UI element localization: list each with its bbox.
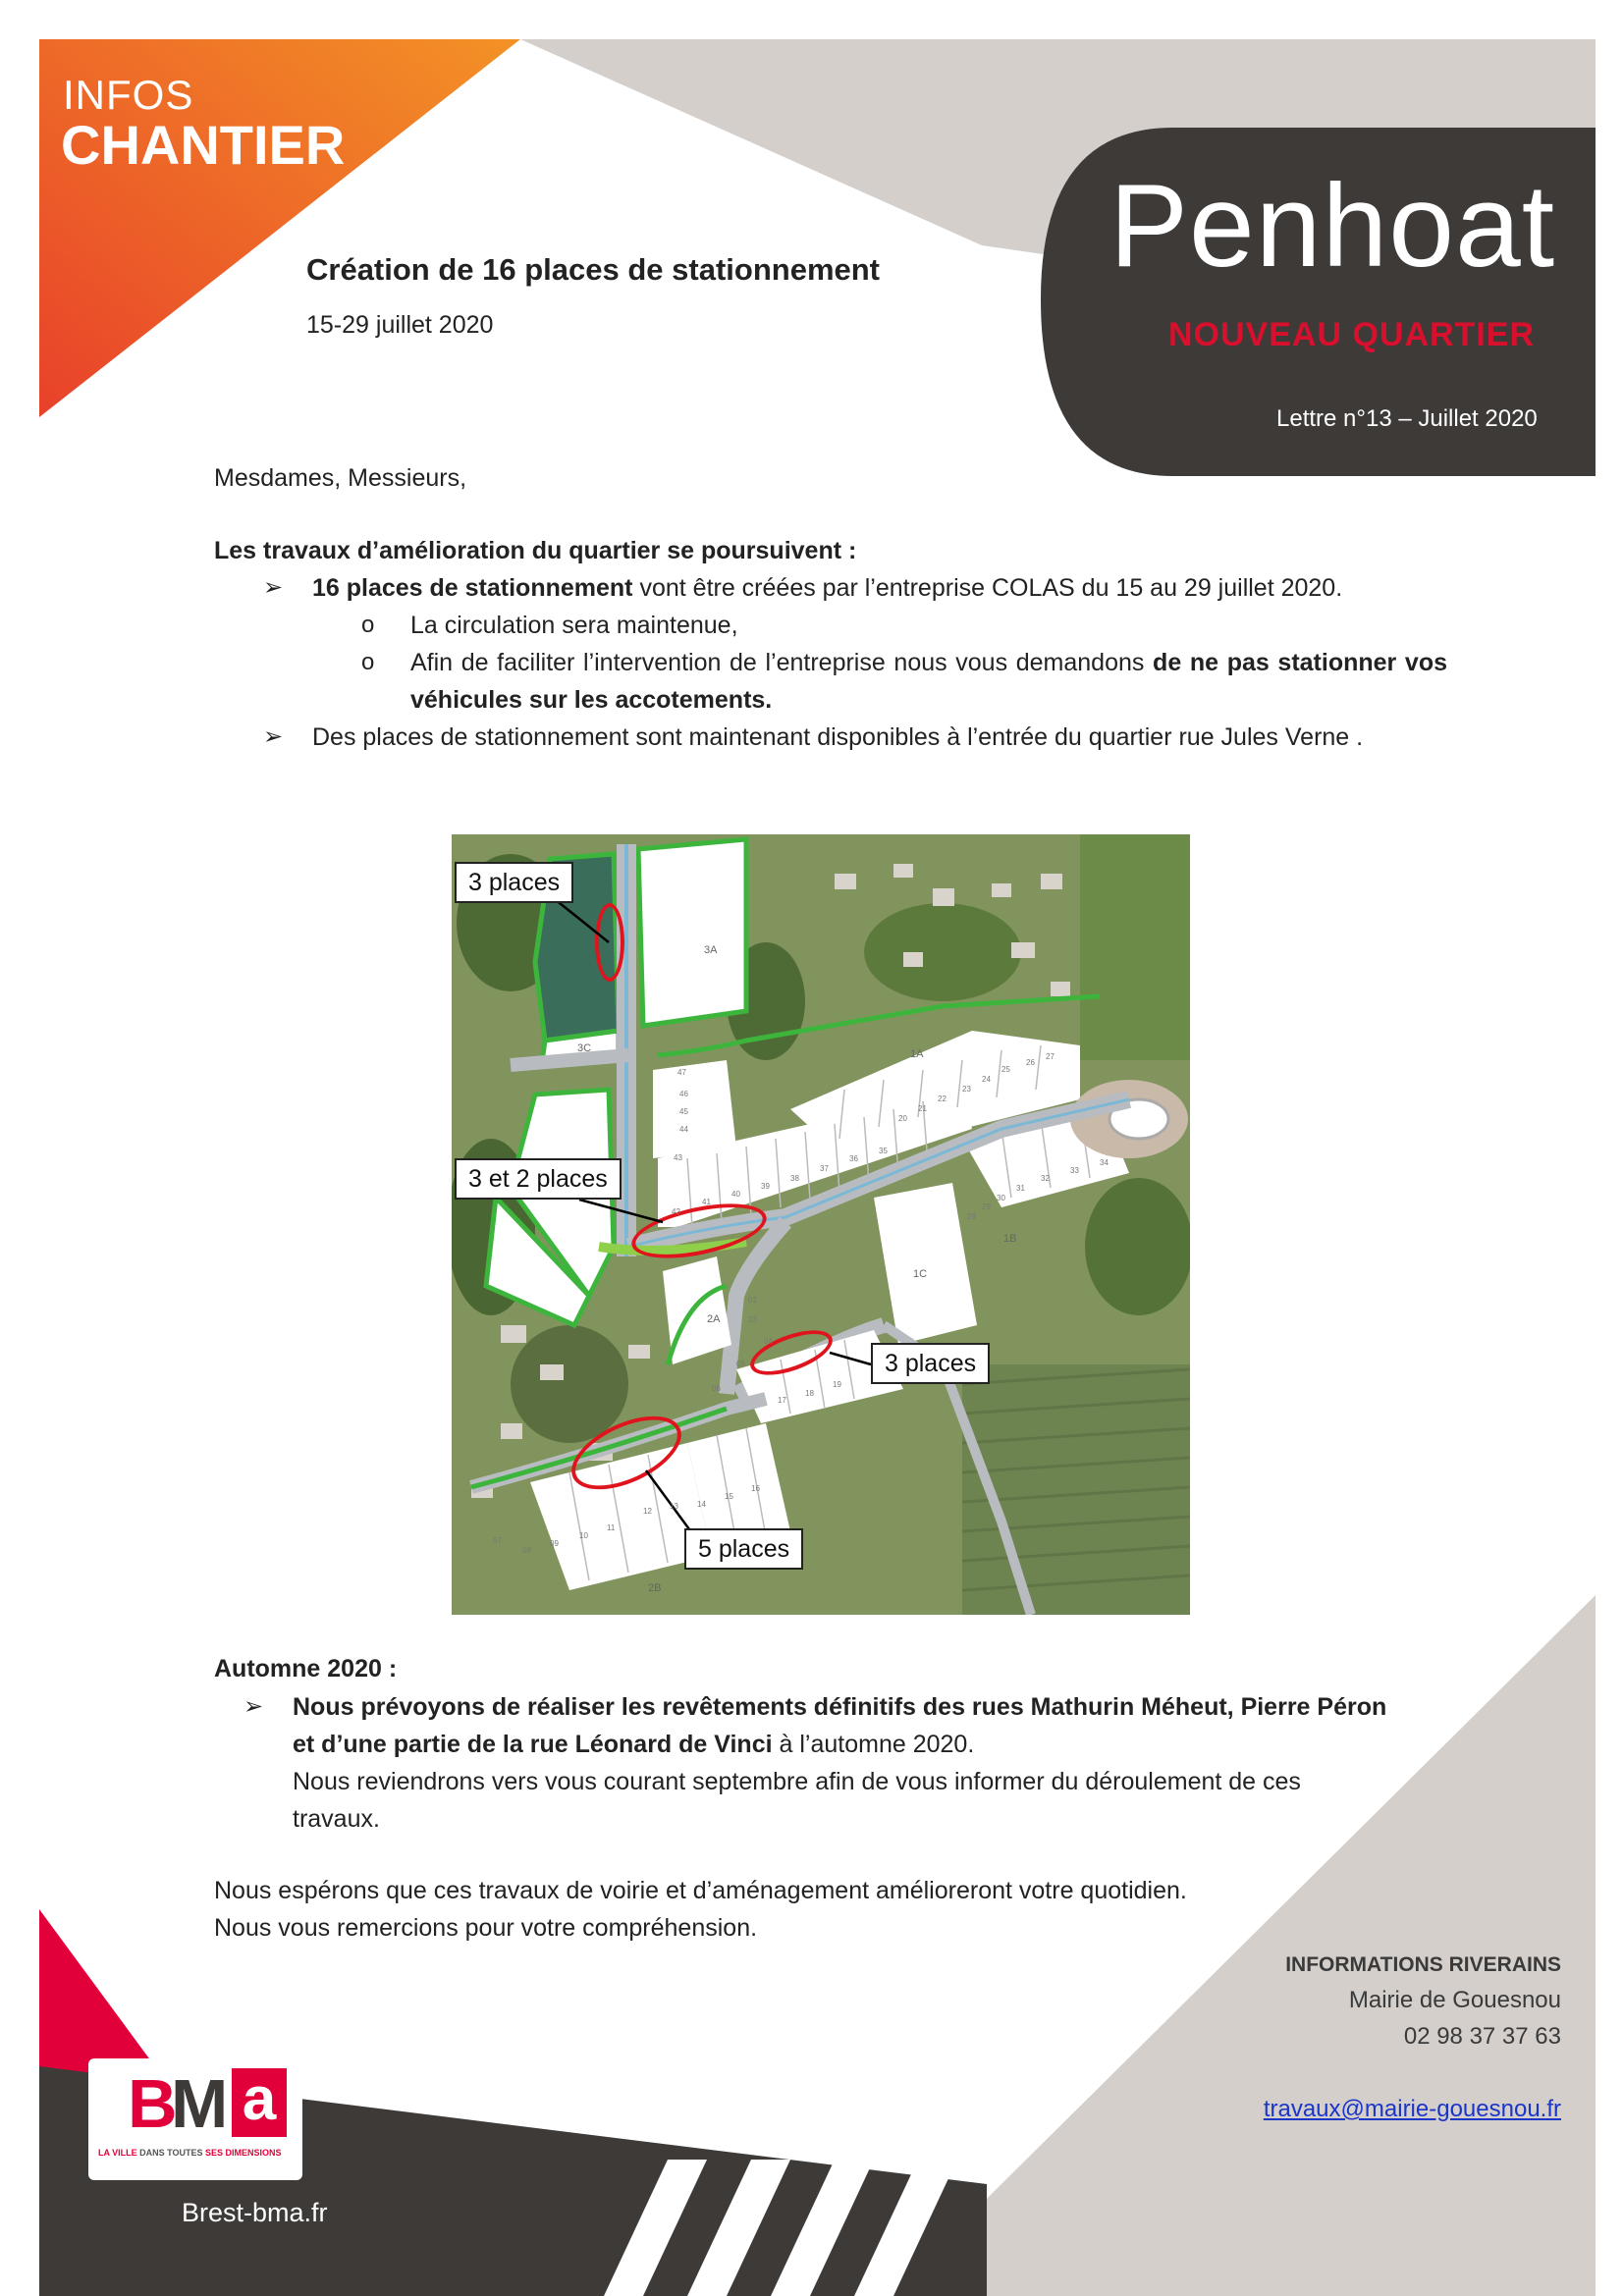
contact-phone: 02 98 37 37 63 <box>1403 2023 1561 2050</box>
plot-number: 37 <box>820 1164 829 1173</box>
plot-number: 17 <box>778 1396 786 1405</box>
arrow-bullet-icon: ➢ <box>263 574 284 601</box>
sub-bullet-no-parking <box>410 644 1447 719</box>
sub-bullet-traffic: La circulation sera maintenue, <box>410 612 738 639</box>
lot-label: 1B <box>1003 1233 1017 1245</box>
plot-number: 16 <box>751 1484 760 1493</box>
logo-letter-a-box <box>232 2065 287 2137</box>
site-plan-map <box>452 834 1190 1615</box>
plot-number: 18 <box>805 1389 814 1398</box>
plot-number: 42 <box>672 1207 680 1216</box>
plot-number: 21 <box>918 1104 927 1113</box>
plot-number: 10 <box>579 1531 588 1540</box>
plot-number: 04 <box>764 1337 773 1346</box>
bullet-autumn-rest: à l’automne 2020. <box>772 1731 975 1758</box>
plot-number: 19 <box>833 1380 841 1389</box>
bma-logo <box>88 2058 302 2180</box>
callout-leaders <box>452 834 1190 1615</box>
lot-label: 3C <box>577 1042 592 1054</box>
bullet-autumn-followup: Nous reviendrons vers vous courant septembre afin de vous informer du déroulement de ces travaux. <box>293 1768 1301 1833</box>
bullet-parking-rest: vont être créées par l’entreprise COLAS du 15 au 29 juillet 2020. <box>632 574 1343 602</box>
plot-number: 28 <box>967 1212 976 1221</box>
plot-number: 09 <box>550 1539 559 1548</box>
lot-label: 2B <box>648 1582 662 1594</box>
plot-number: 05 <box>736 1360 745 1368</box>
salutation: Mesdames, Messieurs, <box>214 464 467 492</box>
plot-number: 26 <box>1026 1058 1035 1067</box>
plot-number: 12 <box>643 1507 652 1516</box>
sub-bullet-no-parking-text: Afin de faciliter l’intervention de l’entreprise nous vous demandons <box>410 649 1154 676</box>
plot-number: 22 <box>938 1095 947 1103</box>
plot-number: 02 <box>748 1296 757 1305</box>
plot-number: 39 <box>761 1182 770 1191</box>
contact-heading: INFORMATIONS RIVERAINS <box>1285 1953 1561 1976</box>
lot-label: 3A <box>704 944 718 956</box>
plot-number: 11 <box>607 1523 616 1532</box>
logo-tagline <box>98 2147 295 2159</box>
closing-paragraph: Nous espérons que ces travaux de voirie et d’aménagement amélioreront votre quotidien. Nous vous remercions pour votre compréhension. <box>214 1877 1187 1942</box>
plot-number: 03 <box>748 1315 757 1324</box>
bullet-autumn-resurfacing <box>293 1688 1402 1763</box>
logo-tagline-part2: DANS TOUTES <box>136 2148 206 2158</box>
plot-number: 15 <box>725 1492 733 1501</box>
plot-number: 40 <box>731 1190 740 1199</box>
lot-label: 2A <box>707 1313 721 1325</box>
plot-number: 07 <box>493 1536 502 1545</box>
infos-label: INFOS <box>63 72 194 118</box>
plot-number: 30 <box>997 1194 1005 1202</box>
plot-number: 41 <box>702 1198 711 1206</box>
bullet-autumn-bold: Nous prévoyons de réaliser les revêtements définitifs des rues Mathurin Méheut, Pierre Péron et d’une partie de la rue Léonard de Vinci <box>293 1693 1387 1758</box>
plot-number: 08 <box>522 1546 531 1555</box>
plot-number: 31 <box>1016 1184 1025 1193</box>
arrow-bullet-icon: ➢ <box>243 1693 264 1720</box>
plot-number: 47 <box>677 1068 686 1077</box>
plot-number: 36 <box>849 1154 858 1163</box>
logo-tagline-part1: LA VILLE <box>98 2148 137 2158</box>
callout-label-3: 3 places <box>871 1343 990 1384</box>
logo-letter-b: B <box>128 2065 178 2142</box>
section-heading-autumn: Automne 2020 : <box>214 1655 398 1682</box>
plot-number: 20 <box>898 1114 907 1123</box>
plot-number: 29 <box>982 1202 991 1211</box>
plot-number: 32 <box>1041 1174 1050 1183</box>
circle-bullet-icon: o <box>361 612 375 638</box>
callout-label-1: 3 places <box>455 862 573 903</box>
contact-email-link[interactable]: travaux@mairie-gouesnou.fr <box>1263 2096 1561 2122</box>
callout-label-2: 3 et 2 places <box>455 1158 622 1200</box>
callout-label-4: 5 places <box>684 1528 803 1570</box>
plot-number: 38 <box>790 1174 799 1183</box>
plot-number: 27 <box>1046 1052 1055 1061</box>
logo-letter-a: a <box>242 2065 277 2133</box>
plot-number: 24 <box>982 1075 991 1084</box>
lot-label: 1A <box>910 1048 924 1060</box>
plot-number: 46 <box>679 1090 688 1098</box>
plot-number: 43 <box>674 1153 682 1162</box>
contact-block <box>1129 1949 1561 2127</box>
arrow-bullet-icon: ➢ <box>263 723 284 750</box>
plot-number: 23 <box>962 1085 971 1094</box>
plot-number: 44 <box>679 1125 688 1134</box>
bullet-parking-bold: 16 places de stationnement <box>312 574 633 602</box>
bullet-parking-creation <box>312 569 1451 607</box>
brand-name: Penhoat <box>1109 160 1556 292</box>
contact-organization: Mairie de Gouesnou <box>1348 1987 1561 2013</box>
circle-bullet-icon: o <box>361 649 375 675</box>
logo-letter-m: M <box>171 2065 229 2142</box>
plot-number: 35 <box>879 1147 888 1155</box>
plot-number: 25 <box>1001 1065 1010 1074</box>
chantier-label: CHANTIER <box>61 114 346 176</box>
plot-number: 14 <box>697 1500 706 1509</box>
brand-subtitle: NOUVEAU QUARTIER <box>1168 316 1536 353</box>
section-heading-works: Les travaux d’amélioration du quartier se poursuivent : <box>214 537 857 564</box>
logo-tagline-part3: SES DIMENSIONS <box>205 2148 282 2158</box>
lot-label: 1C <box>913 1268 928 1280</box>
plot-number: 33 <box>1070 1166 1079 1175</box>
letter-reference: Lettre n°13 – Juillet 2020 <box>1276 405 1538 432</box>
document-title: Création de 16 places de stationnement <box>306 252 881 287</box>
sub-bullet-no-parking-bold: de ne pas stationner vos véhicules sur les accotements. <box>410 649 1448 714</box>
plot-number: 06 <box>712 1384 721 1393</box>
plot-number: 45 <box>679 1107 688 1116</box>
bullet-available-parking: Des places de stationnement sont maintenant disponibles à l’entrée du quartier rue Jules Verne . <box>312 723 1364 751</box>
plot-number: 13 <box>670 1502 678 1511</box>
document-dates: 15-29 juillet 2020 <box>306 311 494 339</box>
footer-website[interactable]: Brest-bma.fr <box>182 2198 328 2227</box>
plot-number: 34 <box>1100 1158 1109 1167</box>
